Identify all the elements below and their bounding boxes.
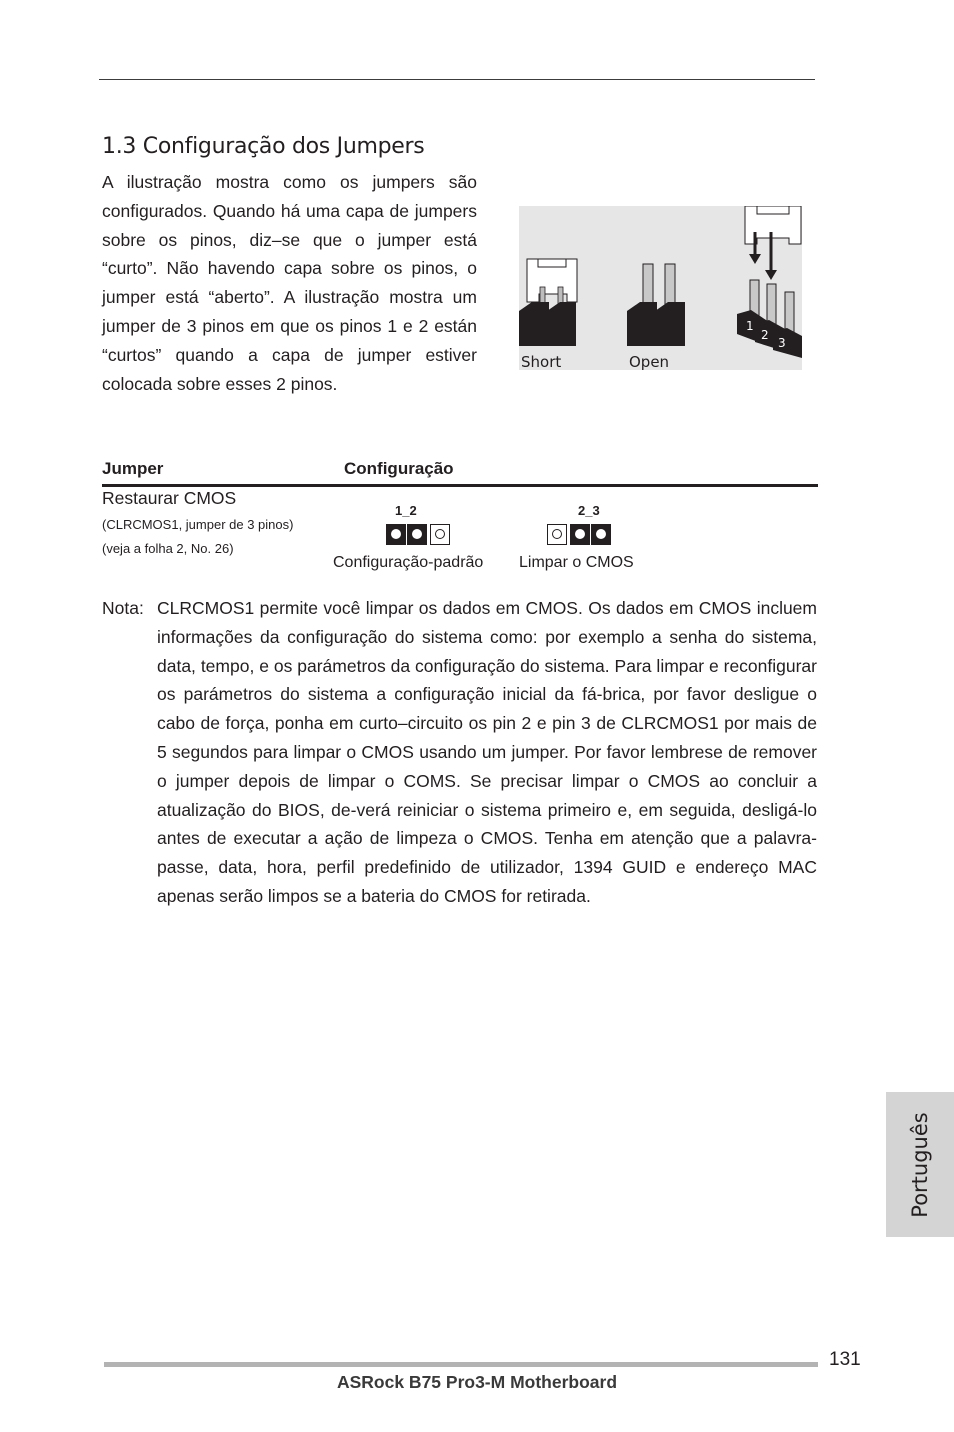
- option2-caption: Limpar o CMOS: [519, 554, 634, 571]
- option1-pins-label: 1_2: [395, 503, 417, 518]
- note-label: Nota:: [102, 598, 144, 618]
- table-header: [102, 459, 818, 481]
- option1-caption: Configuração-padrão: [333, 554, 484, 571]
- header-jumper: Jumper: [102, 459, 164, 478]
- option2-pinset-icon: [547, 524, 613, 547]
- jumper-illustration: [519, 206, 802, 370]
- row-title: Restaurar CMOS: [102, 488, 237, 508]
- header-config: Configuração: [344, 459, 454, 478]
- open-label: Open: [629, 353, 670, 370]
- page-number: 131: [829, 1349, 861, 1370]
- top-rule: [99, 79, 815, 80]
- option2-pins-label: 2_3: [578, 503, 600, 518]
- header-rule: [102, 484, 818, 487]
- pin-number-2: 2: [761, 328, 769, 342]
- section-title: 1.3 Configuração dos Jumpers: [102, 134, 425, 159]
- row-subtitle-1: (CLRCMOS1, jumper de 3 pinos): [102, 517, 294, 532]
- language-tab-label: Português: [908, 1111, 932, 1218]
- short-jumper-icon: [519, 259, 577, 346]
- language-tab: [886, 1092, 954, 1237]
- short-label: Short: [521, 353, 562, 370]
- row-subtitle-2: (veja a folha 2, No. 26): [102, 541, 234, 556]
- pin-number-1: 1: [746, 319, 754, 333]
- note-body: CLRCMOS1 permite você limpar os dados em CMOS. Os dados em CMOS incluem informações da configuração do sistema como: por exemplo a senha do sistema, data, tempo, e os parámetros da configuração do sistema. Para limpar e reconfigurar os parámetros do sistema a configuração inicial da fá-brica, por favor desligue o cabo de força, ponha em curto–circuito os pin 2 e pin 3 de CLRCMOS1 por mais de 5 segundos para limpar o CMOS usando um jumper. Por favor lembrese de remover o jumper depois de limpar o COMS. Se precisar limpar o CMOS ao concluir a atualização do BIOS, de-verá reiniciar o sistema primeiro e, em seguida, desligá-lo antes de executar a ação de limpeza o CMOS. Tenha em atenção que a palavra-passe, data, hora, perfil predefinido de utilizador, 1394 GUID e endereço MAC apenas serão limpos se a bateria do CMOS for retirada.: [157, 598, 817, 906]
- intro-paragraph: A ilustração mostra como os jumpers são configurados. Quando há uma capa de jumpers sobre os pinos, diz–se que o jumper está “curto”. Não havendo capa sobre os pinos, o jumper está “aberto”. A ilustração mostra um jumper de 3 pinos em que os pinos 1 e 2 están “curtos” quando a capa de jumper estiver colocada sobre esses 2 pinos.: [102, 172, 477, 394]
- pin-number-3: 3: [778, 336, 786, 350]
- bottom-rule: [104, 1362, 818, 1367]
- footer-text: ASRock B75 Pro3-M Motherboard: [336, 1372, 618, 1392]
- option1-pinset-icon: [386, 524, 452, 547]
